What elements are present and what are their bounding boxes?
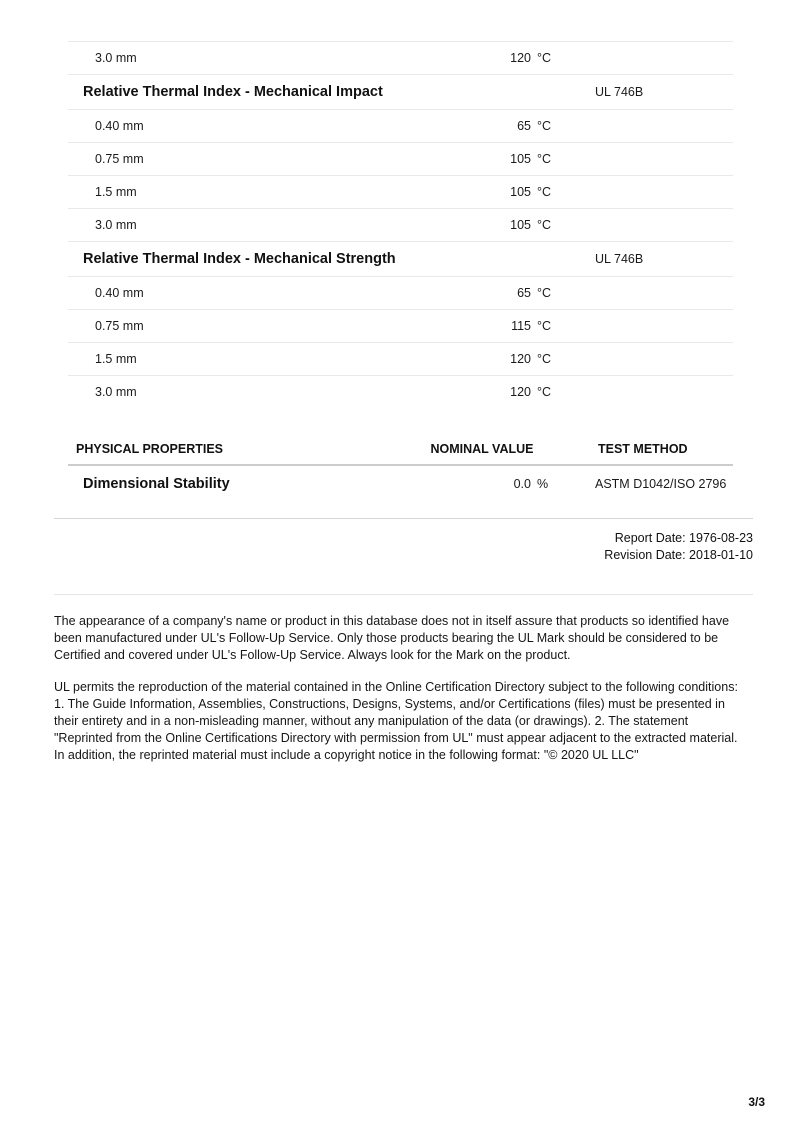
report-dates [54, 530, 753, 564]
disclaimer-reproduction-terms: UL permits the reproduction of the material contained in the Online Certification Directory subject to the following conditions: 1. The Guide Information, Assemblies, Constructions, Designs, Systems, and/or Certifications (files) must be presented in their entirety and in a non-misleading manner, without any manipulation of the data (or drawings). 2. The statement "Reprinted from the Online Certifications Directory with permission from UL" must appear adjacent to the extracted material. In addition, the reprinted material must include a copyright notice in the following format: "© 2020 UL LLC" [54, 680, 738, 762]
temperature-value: 105 [510, 185, 531, 199]
temperature-unit: °C [537, 152, 552, 166]
temperature-unit: °C [537, 352, 552, 366]
column-header-physical-properties: PHYSICAL PROPERTIES [76, 442, 224, 456]
revision-date: Revision Date: 2018-01-10 [604, 548, 753, 562]
table-row [68, 142, 733, 175]
thermal-index-table [68, 41, 733, 408]
table-row [68, 466, 733, 502]
column-header-test-method: TEST METHOD [598, 442, 688, 456]
page-number: 3/3 [748, 1095, 765, 1109]
footer-divider [54, 594, 753, 595]
test-method: UL 746B [595, 252, 644, 266]
thickness-label: 0.40 mm [95, 286, 144, 300]
thickness-label: 1.5 mm [95, 352, 137, 366]
temperature-value: 105 [510, 218, 531, 232]
temperature-value: 120 [510, 51, 531, 65]
section-title: Relative Thermal Index - Mechanical Strength [83, 251, 396, 267]
temperature-value: 120 [510, 352, 531, 366]
temperature-unit: °C [537, 185, 552, 199]
property-name: Dimensional Stability [83, 476, 230, 492]
table-row [68, 375, 733, 408]
section-header-row [68, 74, 733, 109]
test-method: UL 746B [595, 85, 644, 99]
thickness-label: 3.0 mm [95, 385, 137, 399]
section-header-row [68, 241, 733, 276]
table-row [68, 309, 733, 342]
temperature-value: 65 [517, 119, 531, 133]
table-row [68, 109, 733, 142]
thickness-label: 3.0 mm [95, 218, 137, 232]
temperature-value: 120 [510, 385, 531, 399]
section-divider [54, 518, 753, 519]
thickness-label: 1.5 mm [95, 185, 137, 199]
table-row [68, 41, 733, 74]
thickness-label: 0.40 mm [95, 119, 144, 133]
thickness-label: 3.0 mm [95, 51, 137, 65]
temperature-unit: °C [537, 119, 552, 133]
property-value: 0.0 [513, 477, 531, 491]
test-method: ASTM D1042/ISO 2796 [595, 477, 727, 491]
table-row [68, 276, 733, 309]
temperature-value: 65 [517, 286, 531, 300]
temperature-unit: °C [537, 286, 552, 300]
report-date: Report Date: 1976-08-23 [614, 531, 753, 545]
table-row [68, 342, 733, 375]
temperature-unit: °C [537, 385, 552, 399]
property-unit: % [537, 477, 549, 491]
temperature-unit: °C [537, 218, 552, 232]
thickness-label: 0.75 mm [95, 152, 144, 166]
table-row [68, 175, 733, 208]
thickness-label: 0.75 mm [95, 319, 144, 333]
temperature-unit: °C [537, 319, 552, 333]
temperature-value: 105 [510, 152, 531, 166]
table-row [68, 208, 733, 241]
section-title: Relative Thermal Index - Mechanical Impact [83, 84, 383, 100]
disclaimer-follow-up-service: The appearance of a company's name or product in this database does not in itself assure that products so identified have been manufactured under UL's Follow-Up Service. Only those products bearing the UL Mark should be considered to be Certified and covered under UL's Follow-Up Service. Always look for the Mark on the product. [54, 614, 730, 662]
temperature-value: 115 [511, 319, 531, 333]
column-header-nominal-value: NOMINAL VALUE [430, 442, 534, 456]
temperature-unit: °C [537, 51, 552, 65]
table-header-row [68, 442, 733, 466]
physical-properties-table [68, 442, 733, 502]
